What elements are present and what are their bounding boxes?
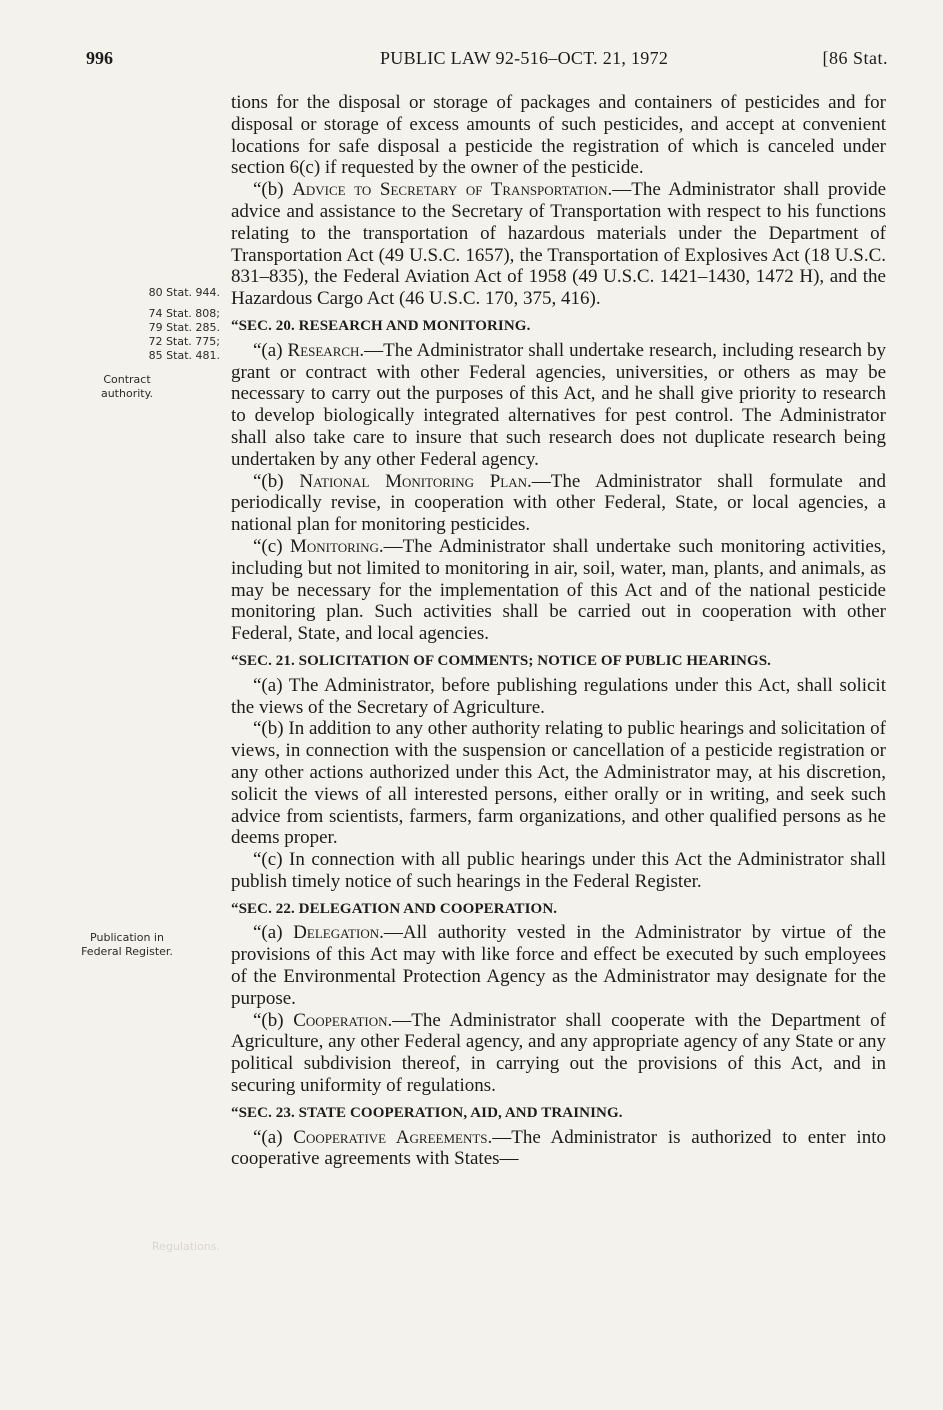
subsection-label: “(c) xyxy=(253,535,291,557)
section-heading: “SEC. 20. RESEARCH AND MONITORING. xyxy=(231,317,531,334)
running-header xyxy=(80,48,888,80)
volume-reference: [86 Stat. xyxy=(822,48,888,68)
margin-citations xyxy=(70,286,220,363)
subsection-label: “(a) xyxy=(253,1126,294,1148)
section-heading: “SEC. 21. SOLICITATION OF COMMENTS; NOTICE OF PUBLIC HEARINGS. xyxy=(231,652,772,669)
subsection-heading: Delegation. xyxy=(293,922,384,944)
section-heading: “SEC. 23. STATE COOPERATION, AID, AND TRAINING. xyxy=(231,1104,623,1121)
subsection-heading: Cooperative Agreements. xyxy=(293,1126,493,1148)
subsection-20a xyxy=(231,340,886,471)
subsection-23a xyxy=(231,1127,886,1171)
subsection-label: “(b) xyxy=(253,179,293,201)
subsection-text: —The Administrator shall undertake such monitoring activities, including but not limited to monitoring in air, soil, water, man, plants, and animals, as may be necessary for the implementation of this Act and of the national pesticide monitoring plan. Such activities shall be carried out in cooperation with other Federal, State, and local agencies. xyxy=(231,535,887,645)
subsection-21c: “(c) In connection with all public hearings under this Act the Administrator shall publish timely notice of such hearings in the Federal Register. xyxy=(231,849,886,892)
margin-note-contract xyxy=(68,373,186,401)
subsection-text: —The Administrator shall provide advice and assistance to the Secretary of Transportation with respect to his functions relating to the transportation of hazardous materials under the Department of Transportation Act (49 U.S.C. 1657), the Transportation of Explosives Act (18 U.S.C. 831–835), the Federal Aviation Act of 1958 (49 U.S.C. 1421–1430, 1472 H), and the Hazardous Cargo Act (46 U.S.C. 170, 375, 416). xyxy=(231,179,886,310)
margin-citation: 72 Stat. 775; xyxy=(148,335,220,348)
margin-citation: 79 Stat. 285. xyxy=(148,321,220,334)
subsection-label: “(a) xyxy=(253,922,294,944)
margin-note-line: authority. xyxy=(100,387,154,400)
subsection-heading: Research. xyxy=(287,339,365,361)
running-title: PUBLIC LAW 92-516–OCT. 21, 1972 xyxy=(380,48,669,68)
margin-note-regulations-bleed: Regulations. xyxy=(152,1240,220,1253)
margin-citation: 80 Stat. 944. xyxy=(148,286,220,299)
subsection-heading: Monitoring. xyxy=(290,535,384,557)
subsection-heading: Advice to Secretary of Transportation. xyxy=(292,179,613,201)
subsection-heading: Cooperation. xyxy=(293,1009,393,1031)
subsection-text: —All authority vested in the Administrator by virtue of the provisions of this Act may with like force and effect be executed by such employees of the Environmental Protection Agency as the Administrator may designate for the purpose. xyxy=(231,922,886,1009)
paragraph: tions for the disposal or storage of packages and containers of pesticides and for disposal or storage of excess amounts of such pesticides, and accept at convenient locations for safe disposal a pesticide the registration of which is canceled under section 6(c) if requested by the owner of the pesticide. xyxy=(231,92,886,179)
subsection-heading: National Monitoring Plan. xyxy=(299,470,532,492)
subsection-label: “(b) xyxy=(253,1009,294,1031)
page-number: 996 xyxy=(86,48,113,68)
subsection-text: —The Administrator is authorized to enter into cooperative agreements with States— xyxy=(231,1126,886,1170)
subsection-22b xyxy=(231,1010,886,1097)
subsection-21a: “(a) The Administrator, before publishing regulations under this Act, shall solicit the views of the Secretary of Agriculture. xyxy=(231,674,886,718)
subsection-20b xyxy=(231,471,886,536)
subsection-22a xyxy=(231,922,886,1009)
statute-body xyxy=(231,92,886,1170)
subsection-label: “(b) xyxy=(253,470,300,492)
margin-citation: 85 Stat. 481. xyxy=(148,349,220,362)
margin-citation: 74 Stat. 808; xyxy=(148,307,220,320)
margin-note-publication xyxy=(68,931,186,959)
subsection-text: —The Administrator shall cooperate with the Department of Agriculture, any other Federal agency, and any appropriate agency of any State or any political subdivision thereof, in carrying out the provisions of this Act, and in securing uniformity of regulations. xyxy=(231,1009,886,1097)
subsection-label: “(a) xyxy=(253,339,288,361)
subsection-19b xyxy=(231,179,886,310)
subsection-text: —The Administrator shall formulate and periodically revise, in cooperation with other Federal, State, or local agencies, a national plan for monitoring pesticides. xyxy=(231,470,887,536)
section-heading: “SEC. 22. DELEGATION AND COOPERATION. xyxy=(231,900,558,917)
subsection-21b: “(b) In addition to any other authority relating to public hearings and solicitation of views, in connection with the suspension or cancellation of a pesticide registration or any other actions authorized under this Act, the Administrator may, at his discretion, solicit the views of all interested persons, either orally or in writing, and seek such advice from scientists, farmers, farm organizations, and other qualified persons as he deems proper. xyxy=(231,718,886,849)
subsection-text: —The Administrator shall undertake research, including research by grant or contract with other Federal agencies, universities, or others as may be necessary to carry out the purposes of this Act, and he shall give priority to research to develop biologically integrated alternatives for pest control. The Administrator shall also take care to insure that such research does not duplicate research being undertaken by any other Federal agency. xyxy=(231,339,886,470)
subsection-20c xyxy=(231,536,886,645)
margin-note-line: Federal Register. xyxy=(81,945,173,958)
margin-note-line: Contract xyxy=(103,373,151,386)
margin-note-line: Publication in xyxy=(90,931,164,944)
